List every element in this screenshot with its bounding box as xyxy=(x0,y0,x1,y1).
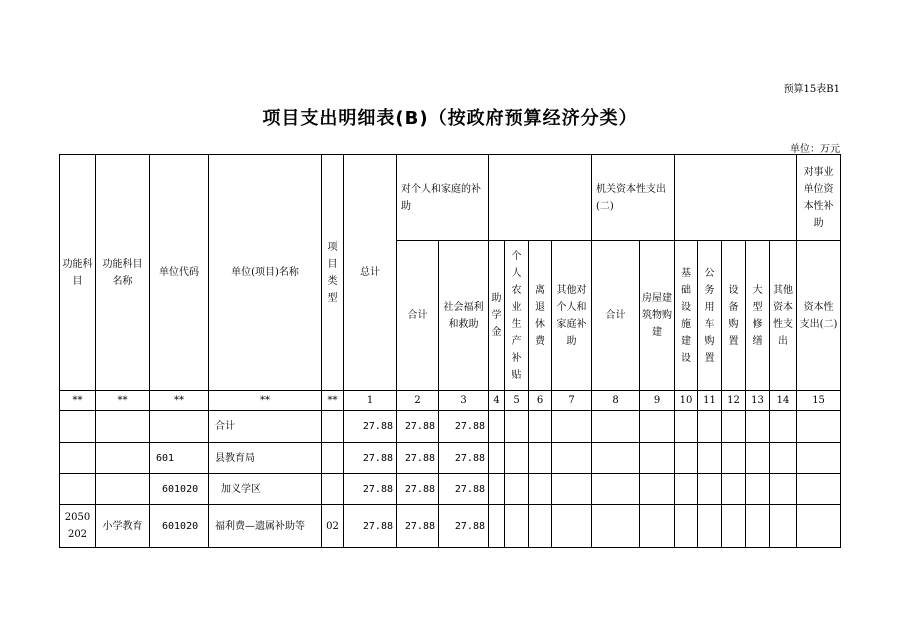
index-cell: 7 xyxy=(552,391,592,411)
cell-type xyxy=(322,474,344,505)
index-cell: 6 xyxy=(529,391,552,411)
cell-subtotal: 27.88 xyxy=(397,443,439,474)
cell-total: 27.88 xyxy=(344,443,397,474)
header-scholarship: 助学金 xyxy=(489,241,505,391)
table-row xyxy=(60,474,841,505)
header-group-personal: 对个人和家庭的补助 xyxy=(397,155,489,241)
index-cell: 8 xyxy=(592,391,640,411)
cell-total: 27.88 xyxy=(344,411,397,443)
cell-welfare: 27.88 xyxy=(439,474,489,505)
header-vehicle: 公务用车购置 xyxy=(698,241,722,391)
header-capital-2: 资本性支出(二) xyxy=(797,241,841,391)
cell-subtotal: 27.88 xyxy=(397,474,439,505)
index-cell: 10 xyxy=(675,391,698,411)
form-code: 预算15表B1 xyxy=(783,84,840,95)
header-retire: 离退休费 xyxy=(529,241,552,391)
index-cell: ** xyxy=(96,391,150,411)
header-func-name: 功能科目名称 xyxy=(96,155,150,391)
index-cell: 1 xyxy=(344,391,397,411)
header-subtotal-2: 合计 xyxy=(592,241,640,391)
unit-label: 单位：万元 xyxy=(790,144,840,155)
cell-func xyxy=(60,474,96,505)
index-cell: ** xyxy=(322,391,344,411)
index-cell: 5 xyxy=(505,391,529,411)
header-group-enterprise-capital: 对事业单位资本性补助 xyxy=(797,155,841,241)
header-unit-code: 单位代码 xyxy=(150,155,209,391)
cell-welfare: 27.88 xyxy=(439,411,489,443)
cell-name: 福利费—遗属补助等 xyxy=(209,505,322,548)
index-cell: 11 xyxy=(698,391,722,411)
header-repair: 大型修缮 xyxy=(746,241,770,391)
header-other-personal: 其他对个人和家庭补助 xyxy=(552,241,592,391)
cell-code xyxy=(150,411,209,443)
header-building: 房屋建筑物购建 xyxy=(640,241,675,391)
cell-name: 县教育局 xyxy=(209,443,322,474)
index-cell: 3 xyxy=(439,391,489,411)
cell-subtotal: 27.88 xyxy=(397,411,439,443)
header-group-blank-2 xyxy=(675,155,797,241)
header-project-type: 项目类型 xyxy=(322,155,344,391)
index-cell: 14 xyxy=(770,391,797,411)
cell-func: 2050202 xyxy=(60,505,96,548)
cell-code: 601020 xyxy=(150,505,209,548)
cell-welfare: 27.88 xyxy=(439,505,489,548)
cell-name: 加义学区 xyxy=(209,474,322,505)
cell-total: 27.88 xyxy=(344,474,397,505)
index-cell: 2 xyxy=(397,391,439,411)
index-cell: 9 xyxy=(640,391,675,411)
cell-welfare: 27.88 xyxy=(439,443,489,474)
cell-total: 27.88 xyxy=(344,505,397,548)
project-expenditure-table xyxy=(59,154,841,548)
cell-type xyxy=(322,443,344,474)
header-group-blank xyxy=(489,155,592,241)
index-cell: 13 xyxy=(746,391,770,411)
index-cell: 12 xyxy=(722,391,746,411)
column-index-row xyxy=(60,391,841,411)
header-group-org-capital: 机关资本性支出(二) xyxy=(592,155,675,241)
cell-func xyxy=(60,443,96,474)
header-total: 总计 xyxy=(344,155,397,391)
index-cell: 15 xyxy=(797,391,841,411)
index-cell: ** xyxy=(209,391,322,411)
table-row xyxy=(60,411,841,443)
header-subtotal: 合计 xyxy=(397,241,439,391)
table-row xyxy=(60,443,841,474)
cell-type: 02 xyxy=(322,505,344,548)
header-unit-name: 单位(项目)名称 xyxy=(209,155,322,391)
cell-subtotal: 27.88 xyxy=(397,505,439,548)
cell-func-name xyxy=(96,443,150,474)
cell-func-name: 小学教育 xyxy=(96,505,150,548)
cell-func-name xyxy=(96,474,150,505)
header-welfare: 社会福利和救助 xyxy=(439,241,489,391)
cell-name: 合计 xyxy=(209,411,322,443)
cell-func xyxy=(60,411,96,443)
index-cell: 4 xyxy=(489,391,505,411)
header-func-subject: 功能科目 xyxy=(60,155,96,391)
header-equipment: 设备购置 xyxy=(722,241,746,391)
index-cell: ** xyxy=(150,391,209,411)
header-other-capital: 其他资本性支出 xyxy=(770,241,797,391)
header-agri: 个人农业生产补贴 xyxy=(505,241,529,391)
cell-type xyxy=(322,411,344,443)
cell-code: 601 xyxy=(150,443,209,474)
index-cell: ** xyxy=(60,391,96,411)
page-title: 项目支出明细表(B)（按政府预算经济分类） xyxy=(262,108,638,129)
header-infra: 基础设施建设 xyxy=(675,241,698,391)
cell-func-name xyxy=(96,411,150,443)
cell-code: 601020 xyxy=(150,474,209,505)
table-row xyxy=(60,505,841,548)
